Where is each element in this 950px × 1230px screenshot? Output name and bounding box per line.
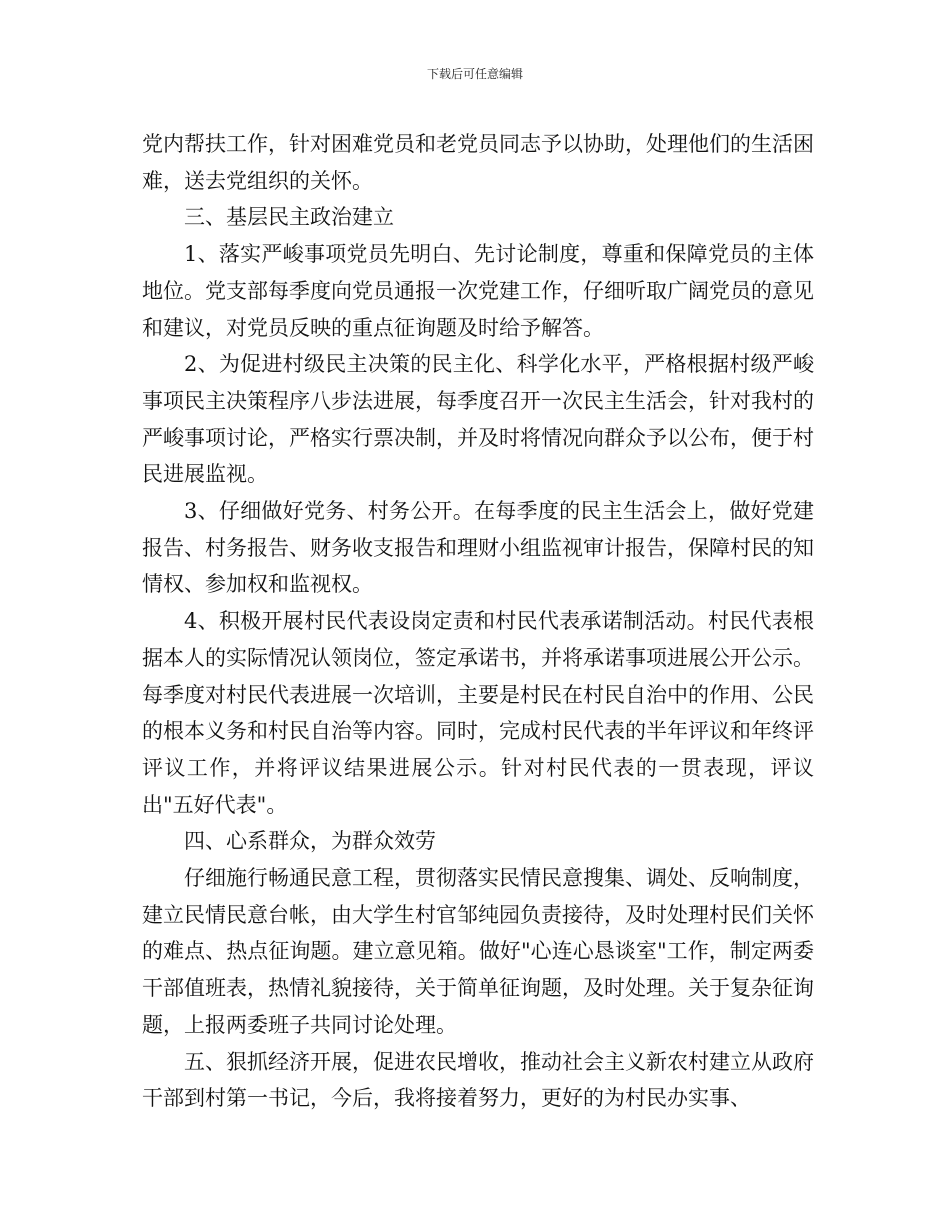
- paragraph-item-1: 1、落实严峻事项党员先明白、先讨论制度，尊重和保障党员的主体地位。党支部每季度向党员通报一次党建工作，仔细听取广阔党员的意见和建议，对党员反映的重点征询题及时给予解答。: [142, 242, 814, 340]
- paragraph-item-4: 4、积极开展村民代表设岗定责和村民代表承诺制活动。村民代表根据本人的实际情况认领岗位，签定承诺书，并将承诺事项进展公开公示。每季度对村民代表进展一次培训，主要是村民在村民自治中的作用、公民的根本义务和村民自治等内容。同时，完成村民代表的半年评议和年终评评议工作，并将评议结果进展公示。针对村民代表的一贯表现，评议出"五好代表"。: [142, 609, 814, 817]
- paragraph-section-4-body: 仔细施行畅通民意工程，贯彻落实民情民意搜集、调处、反响制度，建立民情民意台帐，由大学生村官邹纯园负责接待，及时处理村民们关怀的难点、热点征询题。建立意见箱。做好"心连心恳谈室"工作，制定两委干部值班表，热情礼貌接待，关于简单征询题，及时处理。关于复杂征询题，上报两委班子共同讨论处理。: [142, 866, 814, 1037]
- section-heading-5: 五、狠抓经济开展，促进农民增收，推动社会主义新农村建立从政府干部到村第一书记，今后，我将接着努力，更好的为村民办实事、: [142, 1049, 814, 1111]
- section-heading-3: 三、基层民主政治建立: [184, 205, 394, 230]
- paragraph-item-3: 3、仔细做好党务、村务公开。在每季度的民主生活会上，做好党建报告、村务报告、财务收支报告和理财小组监视审计报告，保障村民的知情权、参加权和监视权。: [142, 499, 814, 597]
- paragraph-continuation: 党内帮扶工作，针对困难党员和老党员同志予以协助，处理他们的生活困难，送去党组织的关怀。: [142, 132, 814, 193]
- section-heading-4: 四、心系群众，为群众效劳: [184, 829, 436, 854]
- page-header: 下载后可任意编辑: [426, 67, 523, 81]
- paragraph-item-2: 2、为促进村级民主决策的民主化、科学化水平，严格根据村级严峻事项民主决策程序八步法进展，每季度召开一次民主生活会，针对我村的严峻事项讨论，严格实行票决制，并及时将情况向群众予以公布，便于村民进展监视。: [142, 352, 814, 487]
- document-body: [142, 126, 814, 1117]
